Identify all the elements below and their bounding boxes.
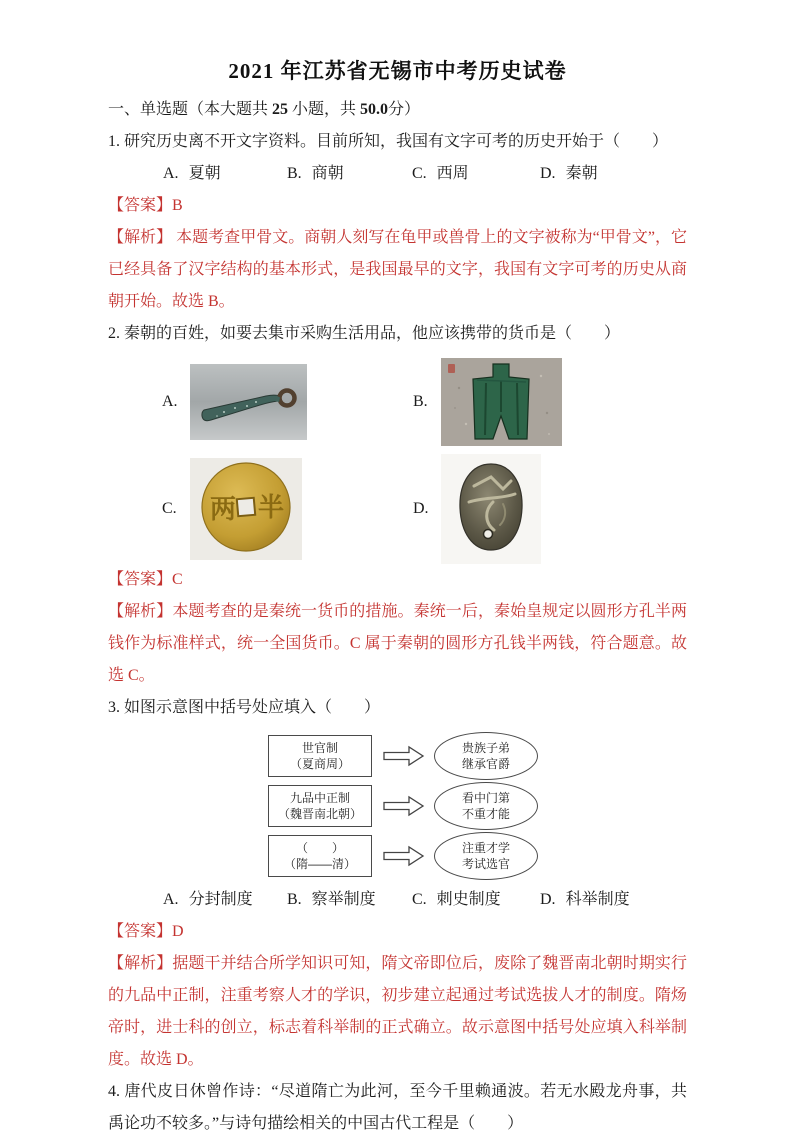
q3-option-c-text: 刺史制度: [436, 891, 501, 908]
round-coin-square-hole-image: [190, 458, 302, 560]
q1-option-a: [163, 158, 287, 190]
diagram-ellipse-2-line2: 不重才能: [461, 807, 510, 821]
spade-coin-image: [441, 358, 562, 446]
question-3-stem: 3. 如图示意图中括号处应填入（ ）: [108, 699, 381, 716]
diagram-box-1-line1: 世官制: [301, 741, 338, 755]
right-arrow-icon: [383, 745, 425, 767]
section-question-count: 25: [272, 101, 289, 118]
question-1-options: [163, 158, 687, 190]
q1-option-c-text: 西周: [436, 165, 469, 182]
q1-option-b: [287, 158, 412, 190]
question-3-explanation: 【解析】据题干并结合所学知识可知，隋文帝即位后，废除了魏晋南北朝时期实行的九品中正制，注重考察人才的学识，初步建立起通过考试选拔人才的制度。隋炀帝时，进士科的创立，标志着科举制的正式确立。故示意图中括号处应填入科举制度。故选 D。: [108, 955, 687, 1068]
diagram-row-2: [268, 782, 687, 830]
q3-option-b-text: 察举制度: [311, 891, 376, 908]
question-2-image-options: [108, 358, 687, 564]
q2-option-d-label: D.: [413, 500, 429, 517]
ant-nose-coin-image: [441, 454, 541, 564]
q2-option-c: [108, 458, 413, 560]
coin-c-left-character: 两: [210, 495, 237, 524]
q1-option-a-text: 夏朝: [188, 165, 221, 182]
diagram-box-3: [268, 835, 372, 877]
section-heading-text: 一、单选题（本大题共: [108, 101, 273, 118]
question-2-stem: 2. 秦朝的百姓，如要去集市采购生活用品，他应该携带的货币是（ ）: [108, 325, 621, 342]
diagram-row-1: [268, 732, 687, 780]
right-arrow-icon: [383, 795, 425, 817]
question-3-answer: 【答案】D: [108, 923, 184, 940]
q3-option-c: [412, 884, 540, 916]
q3-option-d-text: 科举制度: [565, 891, 630, 908]
diagram-box-1: [268, 735, 372, 777]
section-points: 50.0: [360, 101, 389, 118]
question-3-diagram: [268, 732, 687, 880]
q2-option-a-label: A.: [162, 393, 178, 410]
q2-option-b-label: B.: [413, 393, 428, 410]
diagram-ellipse-1-line1: 贵族子弟: [461, 741, 510, 755]
question-1-answer: 【答案】B: [108, 197, 183, 214]
q1-option-b-label: B.: [287, 165, 302, 182]
diagram-box-2-line1: 九品中正制: [289, 791, 350, 805]
section-heading: [108, 94, 687, 126]
question-1-explanation: 【解析】 本题考查甲骨文。商朝人刻写在龟甲或兽骨上的文字被称为“甲骨文”，它已经具备了汉字结构的基本形式，是我国最早的文字，我国有文字可考的历史从商朝开始。故选 B。: [108, 229, 687, 310]
q3-option-d: [540, 884, 630, 916]
diagram-ellipse-1: [434, 732, 538, 780]
q3-option-b: [287, 884, 412, 916]
section-heading-mid: 小题，共: [288, 101, 361, 118]
q3-option-a-text: 分封制度: [188, 891, 253, 908]
q3-option-a-label: A.: [163, 891, 179, 908]
diagram-ellipse-3: [434, 832, 538, 880]
page-title: 2021 年江苏省无锡市中考历史试卷: [228, 59, 567, 83]
question-1-stem: 1. 研究历史离不开文字资料。目前所知，我国有文字可考的历史开始于（ ）: [108, 133, 669, 150]
q1-option-c-label: C.: [412, 165, 427, 182]
diagram-box-3-line2: （隋——清）: [283, 857, 356, 871]
diagram-box-2: [268, 785, 372, 827]
question-3-options: [163, 884, 687, 916]
diagram-box-1-line2: （夏商周）: [289, 757, 350, 771]
diagram-box-2-line2: （魏晋南北朝）: [277, 807, 362, 821]
q2-option-c-label: C.: [162, 500, 177, 517]
image-row-2: [108, 454, 687, 564]
knife-coin-image: [190, 364, 307, 440]
diagram-box-3-line1: （ ）: [295, 841, 344, 855]
q2-option-d: [413, 454, 541, 564]
q3-option-c-label: C.: [412, 891, 427, 908]
question-2-answer: 【答案】C: [108, 571, 183, 588]
diagram-ellipse-2-line1: 看中门第: [461, 791, 510, 805]
diagram-ellipse-3-line1: 注重才学: [461, 841, 510, 855]
section-heading-post: 分）: [388, 101, 421, 118]
diagram-ellipse-3-line2: 考试选官: [461, 857, 510, 871]
question-4-stem: 4. 唐代皮日休曾作诗：“尽道隋亡为此河，至今千里赖通波。若无水殿龙舟事，共禹论功不较多。”与诗句描绘相关的中国古代工程是（ ）: [108, 1083, 687, 1132]
q1-option-d-text: 秦朝: [565, 165, 598, 182]
q1-option-c: [412, 158, 540, 190]
right-arrow-icon: [383, 845, 425, 867]
q3-option-b-label: B.: [287, 891, 302, 908]
q1-option-b-text: 商朝: [311, 165, 344, 182]
diagram-row-3: [268, 832, 687, 880]
coin-c-right-character: 半: [258, 493, 285, 522]
q3-option-d-label: D.: [540, 891, 556, 908]
diagram-ellipse-1-line2: 继承官爵: [461, 757, 510, 771]
q1-option-d-label: D.: [540, 165, 556, 182]
q2-option-b: [413, 358, 562, 446]
q3-option-a: [163, 884, 287, 916]
q2-option-a: [108, 364, 413, 440]
q1-option-d: [540, 158, 598, 190]
image-row-1: [108, 358, 687, 446]
diagram-ellipse-2: [434, 782, 538, 830]
question-2-explanation: 【解析】本题考查的是秦统一货币的措施。秦统一后，秦始皇规定以圆形方孔半两钱作为标准样式，统一全国货币。C 属于秦朝的圆形方孔钱半两钱，符合题意。故选 C。: [108, 603, 687, 684]
q1-option-a-label: A.: [163, 165, 179, 182]
